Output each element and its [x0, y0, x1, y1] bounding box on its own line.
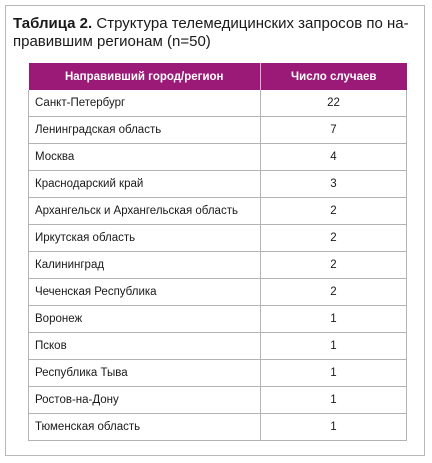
region-cell: Чеченская Республика	[29, 279, 261, 306]
region-cell: Воронеж	[29, 306, 261, 333]
count-cell: 2	[261, 198, 407, 225]
table-row	[29, 90, 407, 117]
table-row	[29, 306, 407, 333]
count-cell: 2	[261, 279, 407, 306]
caption-label: Таблица 2.	[13, 15, 93, 32]
region-cell: Ростов-на-Дону	[29, 387, 261, 414]
region-cell: Архангельск и Архангельская область	[29, 198, 261, 225]
header-region: Направивший город/регион	[29, 63, 261, 90]
table-header-row	[29, 63, 407, 90]
table-row	[29, 198, 407, 225]
region-cell: Москва	[29, 144, 261, 171]
table-row	[29, 252, 407, 279]
region-cell: Санкт-Петербург	[29, 90, 261, 117]
region-cell: Калининград	[29, 252, 261, 279]
table-row	[29, 171, 407, 198]
count-cell: 1	[261, 360, 407, 387]
region-cell: Краснодарский край	[29, 171, 261, 198]
region-cell: Ленинградская область	[29, 117, 261, 144]
count-cell: 2	[261, 225, 407, 252]
table-row	[29, 333, 407, 360]
count-cell: 2	[261, 252, 407, 279]
table-row	[29, 144, 407, 171]
regions-table	[28, 63, 407, 441]
count-cell: 4	[261, 144, 407, 171]
table-row	[29, 117, 407, 144]
count-cell: 1	[261, 333, 407, 360]
region-cell: Псков	[29, 333, 261, 360]
count-cell: 7	[261, 117, 407, 144]
table-row	[29, 360, 407, 387]
region-cell: Тюменская область	[29, 414, 261, 441]
table-row	[29, 414, 407, 441]
count-cell: 1	[261, 414, 407, 441]
header-count: Число случаев	[261, 63, 407, 90]
region-cell: Республика Тыва	[29, 360, 261, 387]
caption-text: Структура телемедицинских запросов по на-правившим регионам (n=50)	[13, 15, 409, 50]
region-cell: Иркутская область	[29, 225, 261, 252]
table-row	[29, 387, 407, 414]
count-cell: 22	[261, 90, 407, 117]
table-row	[29, 225, 407, 252]
count-cell: 3	[261, 171, 407, 198]
count-cell: 1	[261, 387, 407, 414]
count-cell: 1	[261, 306, 407, 333]
table-row	[29, 279, 407, 306]
table-caption	[13, 15, 418, 51]
